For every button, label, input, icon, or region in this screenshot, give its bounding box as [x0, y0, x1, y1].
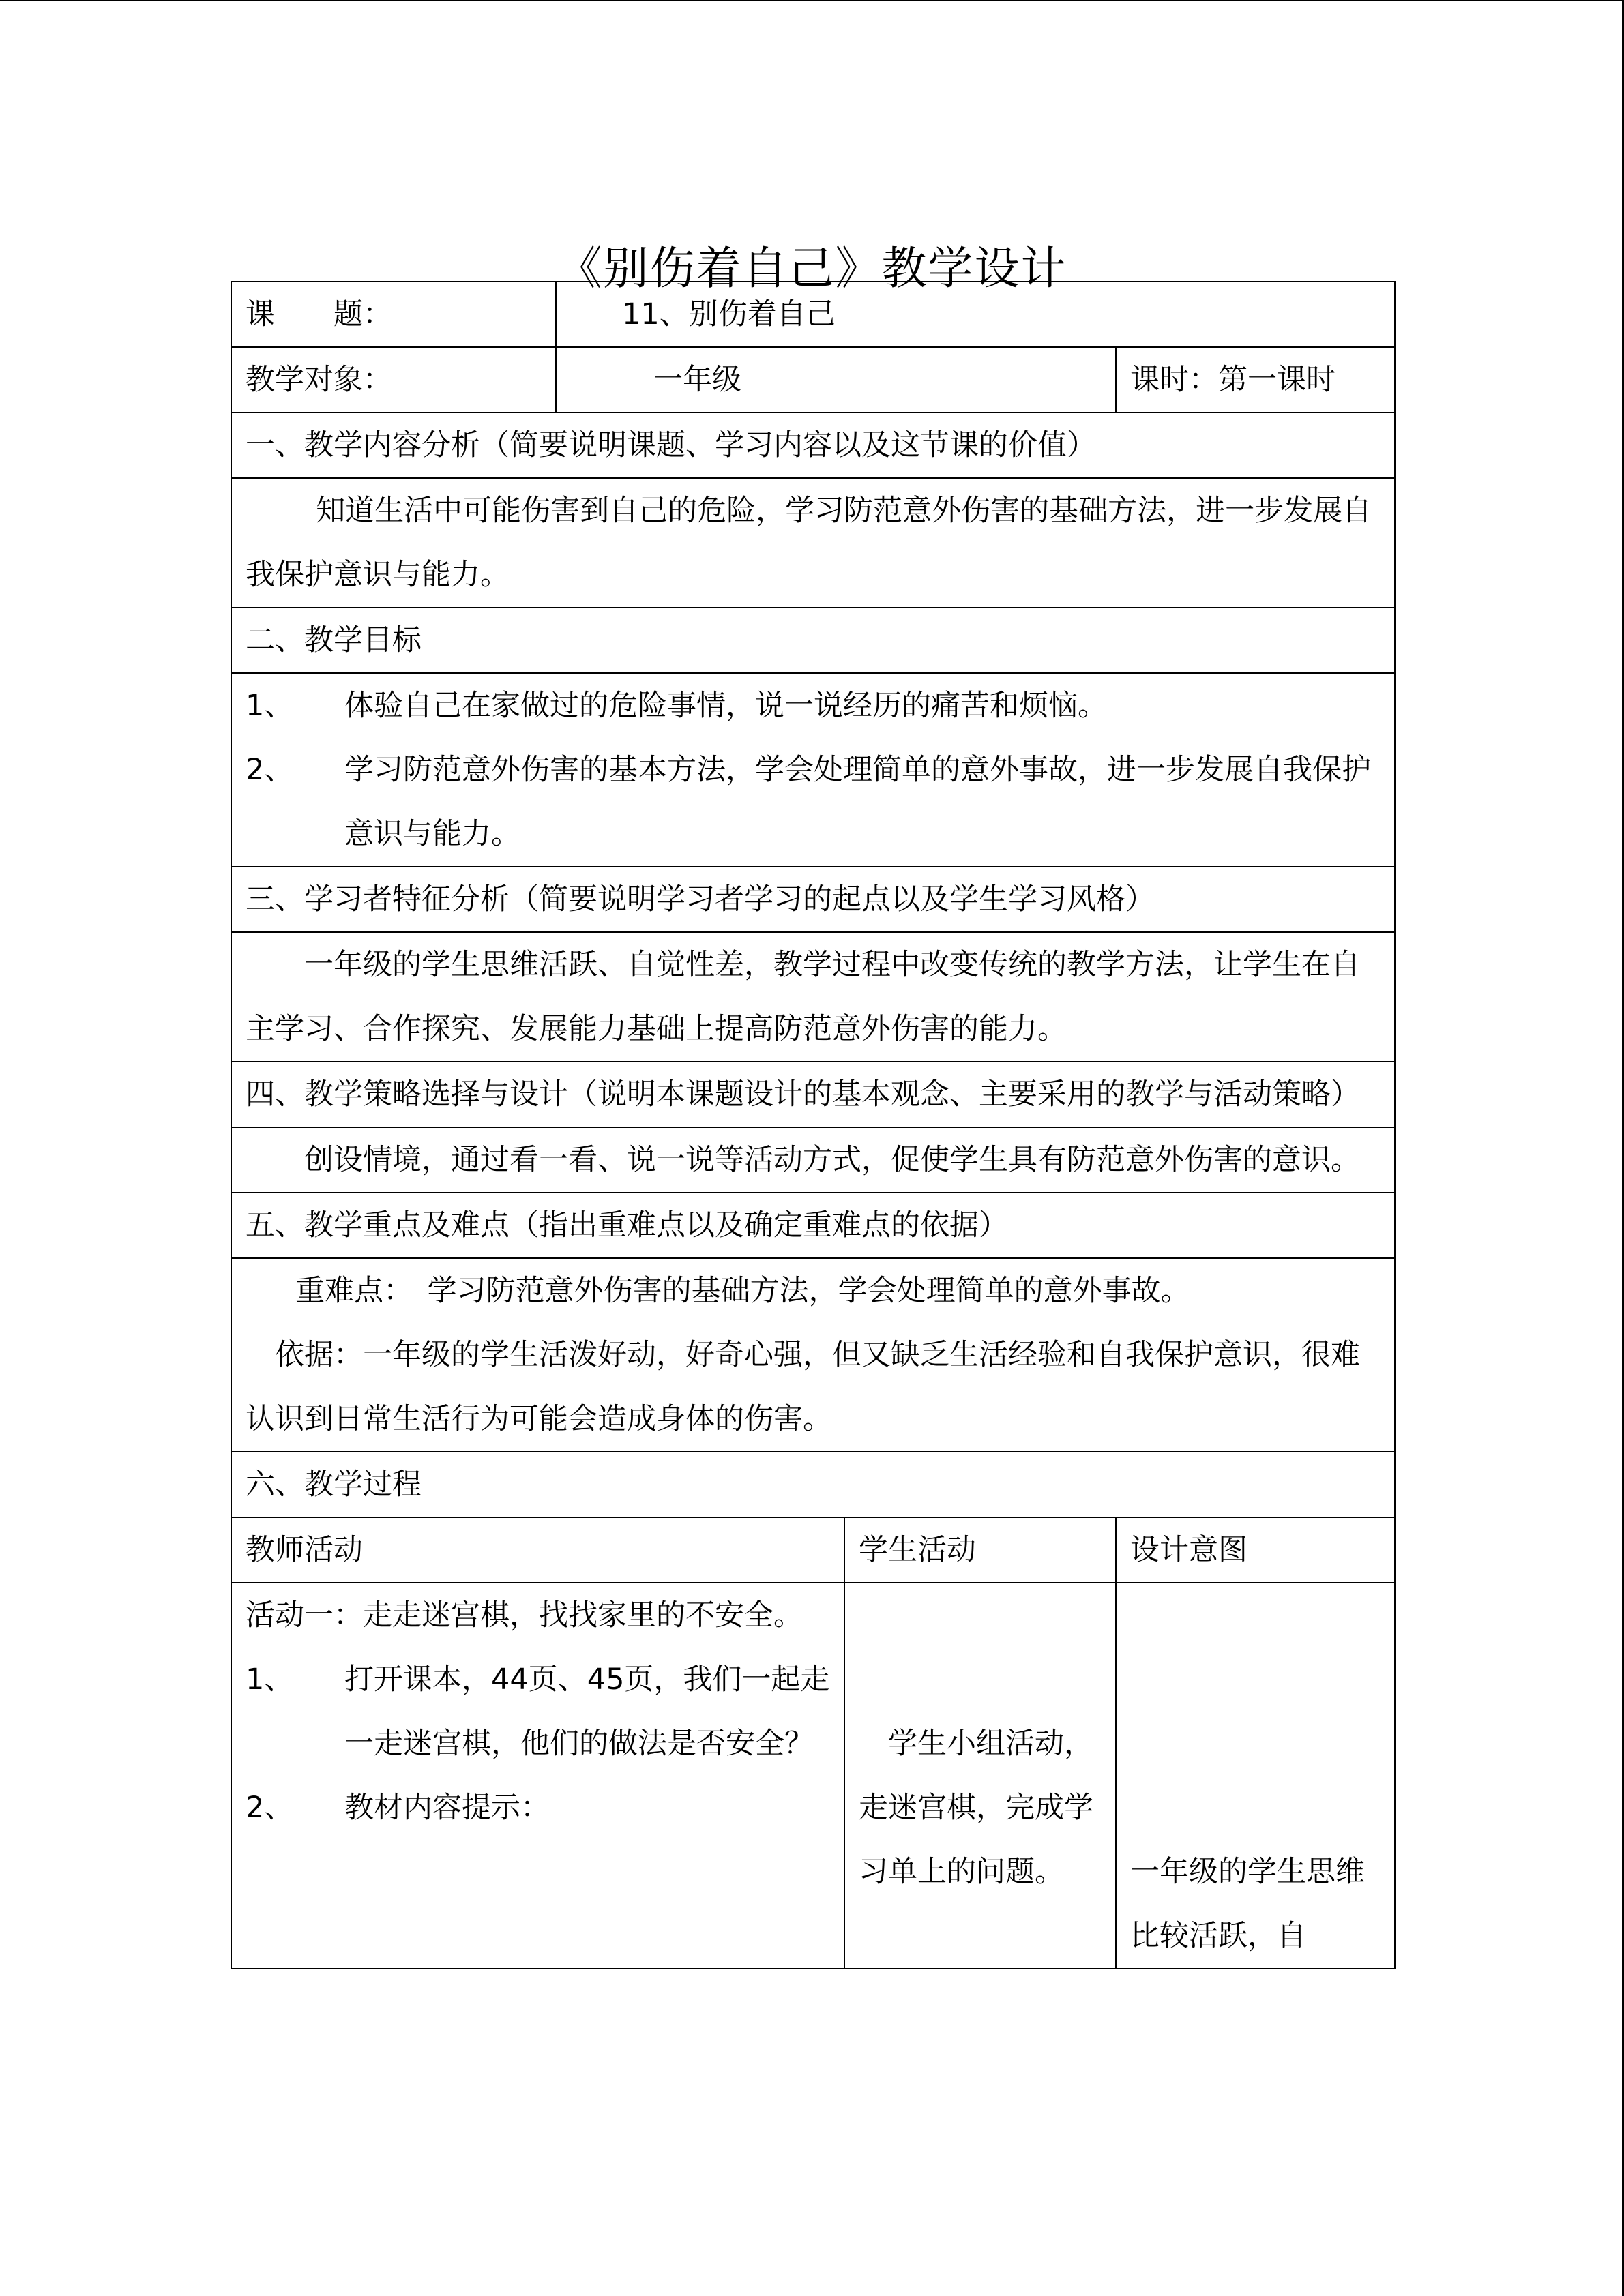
design-intent-cell [1116, 1583, 1395, 1969]
teacher-step-number: 2、 [246, 1791, 294, 1825]
teacher-step-number: 1、 [246, 1663, 294, 1697]
student-activity-cell [844, 1583, 1116, 1969]
goal-item [246, 674, 1381, 738]
document-title: 《别伤着自己》教学设计 [557, 242, 1067, 295]
strategy-heading-row [231, 1062, 1395, 1127]
content-analysis-heading-row [231, 413, 1395, 478]
teacher-step [246, 1776, 830, 1840]
goal-text: 体验自己在家做过的危险事情，说一说经历的痛苦和烦恼。 [344, 689, 1107, 723]
learner-analysis-heading-row [231, 867, 1395, 932]
design-intent-text: 一年级的学生思维比较活跃，自 [1130, 1855, 1365, 1953]
period-value: 课时：第一课时 [1116, 347, 1395, 413]
page-top-border [0, 0, 1624, 1]
key-points-body-row [231, 1258, 1395, 1452]
process-body-row [231, 1583, 1395, 1969]
audience-label: 教学对象： [231, 347, 556, 413]
teacher-step [246, 1648, 830, 1776]
key-points-heading: 五、教学重点及难点（指出重难点以及确定重难点的依据） [231, 1193, 1395, 1258]
goal-number: 2、 [246, 753, 294, 787]
key-points-heading-row [231, 1193, 1395, 1258]
goals-heading-row [231, 608, 1395, 673]
strategy-heading: 四、教学策略选择与设计（说明本课题设计的基本观念、主要采用的教学与活动策略） [246, 1077, 1360, 1112]
process-columns-row [231, 1517, 1395, 1583]
goals-body-row [231, 673, 1395, 867]
learner-analysis-heading: 三、学习者特征分析（简要说明学习者学习的起点以及学生学习风格） [231, 867, 1395, 932]
teacher-step-text: 教材内容提示： [344, 1791, 550, 1825]
student-activity-text: 学生小组活动，走迷宫棋，完成学习单上的问题。 [859, 1727, 1093, 1889]
column-header-teacher: 教师活动 [231, 1517, 844, 1583]
strategy-body-row [231, 1127, 1395, 1193]
goal-item [246, 738, 1381, 866]
key-points-basis: 依据：一年级的学生活泼好动，好奇心强，但又缺乏生活经验和自我保护意识，很难认识到日常生活行为可能会造成身体的伤害。 [246, 1338, 1360, 1436]
key-points-key: 重难点： 学习防范意外伤害的基础方法，学会处理简单的意外事故。 [295, 1274, 1190, 1308]
topic-label: 课 题： [231, 282, 556, 347]
topic-value: 11、别伤着自己 [556, 282, 1395, 347]
learner-analysis-body-row [231, 932, 1395, 1062]
teacher-activity-title: 活动一：走走迷宫棋，找找家里的不安全。 [246, 1598, 803, 1632]
goals-heading: 二、教学目标 [231, 608, 1395, 673]
learner-analysis-body: 一年级的学生思维活跃、自觉性差，教学过程中改变传统的教学方法，让学生在自主学习、合作探究、发展能力基础上提高防范意外伤害的能力。 [246, 948, 1360, 1046]
content-analysis-body-row [231, 478, 1395, 608]
content-analysis-heading: 一、教学内容分析（简要说明课题、学习内容以及这节课的价值） [231, 413, 1395, 478]
process-heading-row [231, 1452, 1395, 1517]
goal-number: 1、 [246, 689, 294, 723]
column-header-student: 学生活动 [844, 1517, 1116, 1583]
topic-row [231, 282, 1395, 347]
process-heading: 六、教学过程 [231, 1452, 1395, 1517]
column-header-intent: 设计意图 [1116, 1517, 1395, 1583]
lesson-design-table [231, 281, 1396, 1969]
teacher-activity-cell [231, 1583, 844, 1969]
strategy-body: 创设情境，通过看一看、说一说等活动方式，促使学生具有防范意外伤害的意识。 [304, 1143, 1360, 1177]
teacher-step-text: 打开课本，44页、45页，我们一起走一走迷宫棋，他们的做法是否安全？ [344, 1663, 830, 1761]
content-analysis-body: 知道生活中可能伤害到自己的危险，学习防范意外伤害的基础方法，进一步发展自我保护意识与能力。 [246, 494, 1372, 592]
audience-value: 一年级 [556, 347, 1116, 413]
audience-row [231, 347, 1395, 413]
goal-text: 学习防范意外伤害的基本方法，学会处理简单的意外事故，进一步发展自我保护意识与能力。 [344, 753, 1371, 851]
